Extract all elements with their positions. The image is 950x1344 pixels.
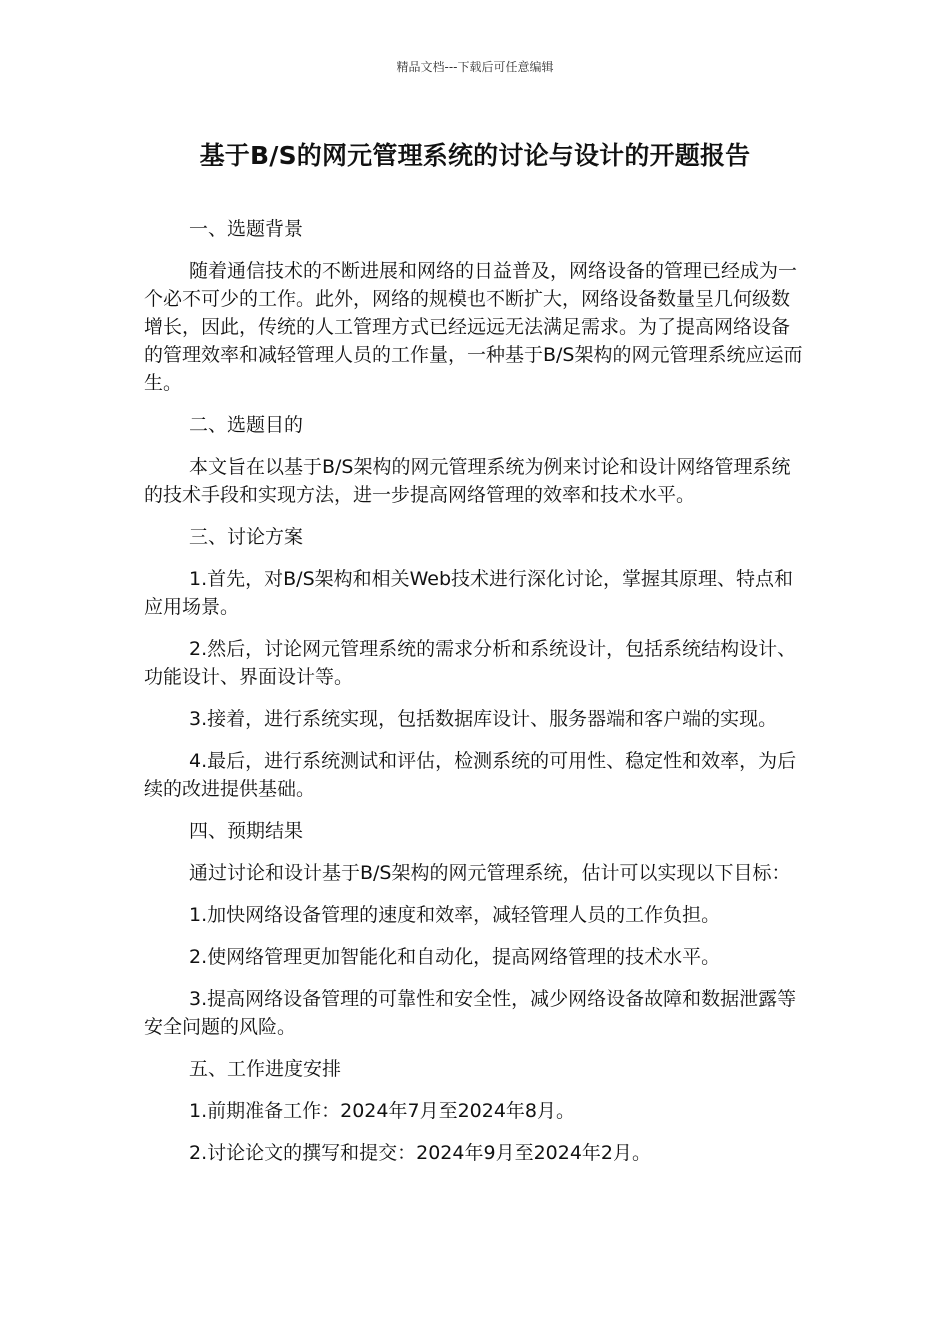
list-item-schedule-2: 2.讨论论文的撰写和提交：2024年9月至2024年2月。 xyxy=(189,1142,652,1164)
page-header-watermark: 精品文档---下载后可任意编辑 xyxy=(396,60,554,74)
list-item-plan-3: 3.接着，进行系统实现，包括数据库设计、服务器端和客户端的实现。 xyxy=(189,708,778,730)
section-heading-background: 一、选题背景 xyxy=(189,218,304,240)
document-title: 基于B/S的网元管理系统的讨论与设计的开题报告 xyxy=(199,141,751,170)
paragraph-expected-intro: 通过讨论和设计基于B/S架构的网元管理系统，估计可以实现以下目标： xyxy=(189,862,791,884)
document-body xyxy=(144,215,804,1181)
list-item-result-1: 1.加快网络设备管理的速度和效率，减轻管理人员的工作负担。 xyxy=(189,904,721,926)
list-item-plan-4: 4.最后，进行系统测试和评估，检测系统的可用性、稳定性和效率，为后续的改进提供基础。 xyxy=(144,750,797,800)
section-heading-plan: 三、讨论方案 xyxy=(189,526,304,548)
section-heading-purpose: 二、选题目的 xyxy=(189,414,304,436)
list-item-plan-2: 2.然后，讨论网元管理系统的需求分析和系统设计，包括系统结构设计、功能设计、界面设计等。 xyxy=(144,638,797,688)
list-item-result-3: 3.提高网络设备管理的可靠性和安全性，减少网络设备故障和数据泄露等安全问题的风险。 xyxy=(144,988,797,1038)
list-item-result-2: 2.使网络管理更加智能化和自动化，提高网络管理的技术水平。 xyxy=(189,946,721,968)
paragraph-purpose: 本文旨在以基于B/S架构的网元管理系统为例来讨论和设计网络管理系统的技术手段和实现方法，进一步提高网络管理的效率和技术水平。 xyxy=(144,456,791,506)
list-item-plan-1: 1.首先，对B/S架构和相关Web技术进行深化讨论，掌握其原理、特点和应用场景。 xyxy=(144,568,794,618)
section-heading-schedule: 五、工作进度安排 xyxy=(189,1058,342,1080)
list-item-schedule-1: 1.前期准备工作：2024年7月至2024年8月。 xyxy=(189,1100,576,1122)
paragraph-background: 随着通信技术的不断进展和网络的日益普及，网络设备的管理已经成为一个必不可少的工作。此外，网络的规模也不断扩大，网络设备数量呈几何级数增长，因此，传统的人工管理方式已经远远无法满足需求。为了提高网络设备的管理效率和减轻管理人员的工作量，一种基于B/S架构的网元管理系统应运而生。 xyxy=(144,260,803,394)
section-heading-expected-results: 四、预期结果 xyxy=(189,820,304,842)
